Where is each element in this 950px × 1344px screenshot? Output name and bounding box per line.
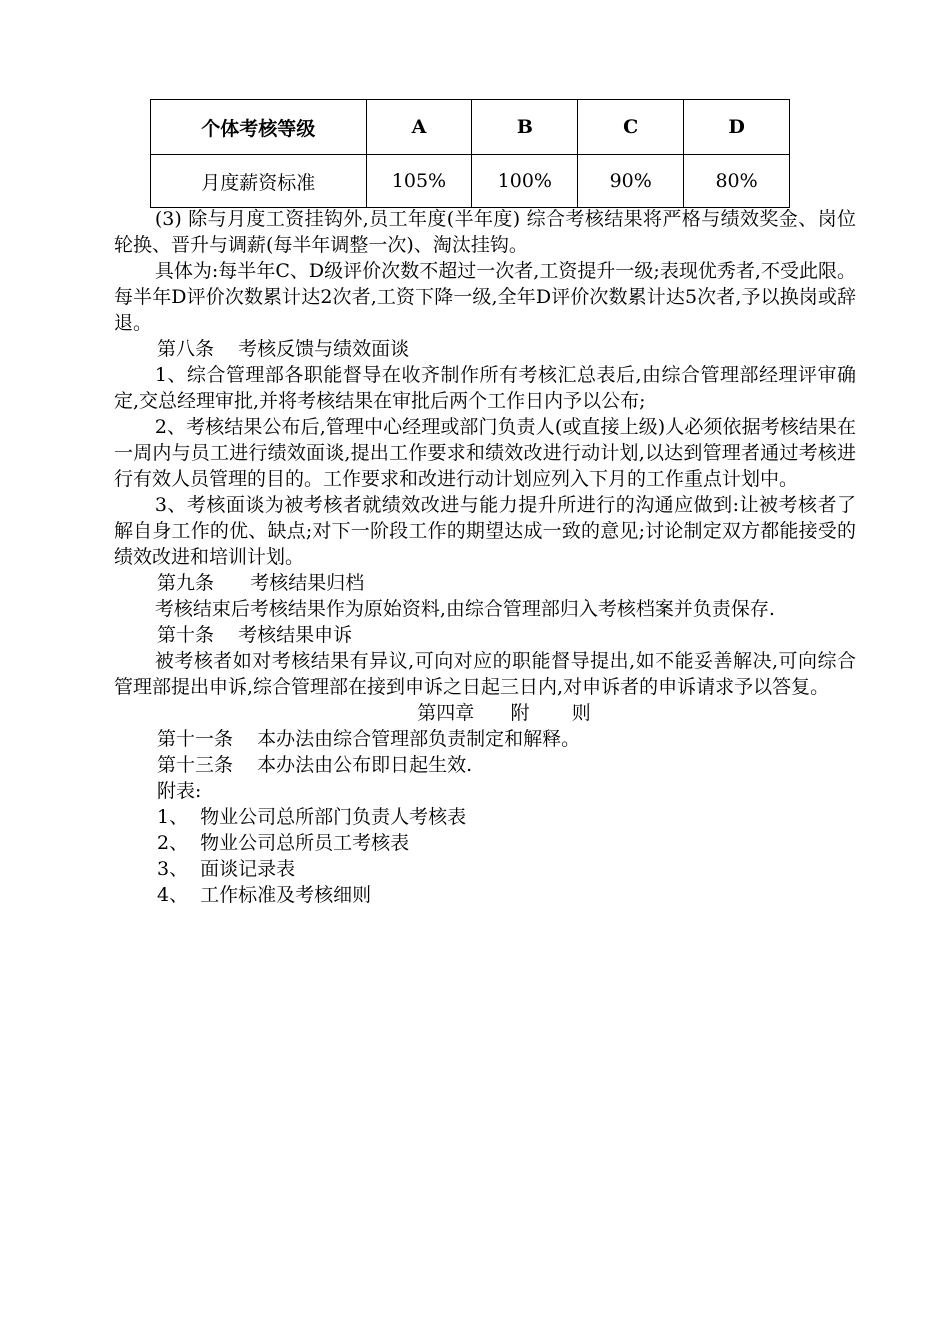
list-item: 3、 面谈记录表 [157,858,296,880]
article-line: 第十一条 本办法由综合管理部负责制定和解释。 [157,728,581,750]
table-cell: A [366,100,472,155]
table-cell: 100% [472,155,578,208]
paragraph: 1、综合管理部各职能督导在收齐制作所有考核汇总表后,由综合管理部经理评审确定,交总经理审批,并将考核结果在审批后两个工作日内予以公布; [114,364,856,412]
paragraph: 3、考核面谈为被考核者就绩效改进与能力提升所进行的沟通应做到:让被考核者了解自身工作的优、缺点;对下一阶段工作的期望达成一致的意见;讨论制定双方都能接受的绩效改进和培训计划。 [114,494,856,568]
document-body [114,206,856,908]
paragraph: (3) 除与月度工资挂钩外,员工年度(半年度) 综合考核结果将严格与绩效奖金、岗位轮换、晋升与调薪(每半年调整一次)、淘汰挂钩。 [114,208,856,256]
table-cell: B [472,100,578,155]
list-item: 4、 工作标准及考核细则 [157,884,372,906]
table-cell: 80% [684,155,790,208]
table-cell: D [684,100,790,155]
list-item: 1、 物业公司总所部门负责人考核表 [157,806,467,828]
article-line: 第十三条 本办法由公布即日起生效. [157,754,473,776]
paragraph: 具体为:每半年C、D级评价次数不超过一次者,工资提升一级;表现优秀者,不受此限。每半年D评价次数累计达2次者,工资下降一级,全年D评价次数累计达5次者,予以换岗或辞退。 [114,260,856,334]
table-cell: 105% [366,155,472,208]
article-heading: 第八条 考核反馈与绩效面谈 [157,338,410,360]
list-item: 2、 物业公司总所员工考核表 [157,832,410,854]
paragraph: 被考核者如对考核结果有异议,可向对应的职能督导提出,如不能妥善解决,可向综合管理部提出申诉,综合管理部在接到申诉之日起三日内,对申诉者的申诉请求予以答复。 [114,650,856,698]
grade-salary-table [150,99,790,208]
paragraph: 考核结束后考核结果作为原始资料,由综合管理部归入考核档案并负责保存. [154,598,775,620]
article-heading: 第九条 考核结果归档 [157,572,365,594]
table-cell: 月度薪资标准 [151,155,367,208]
article-heading: 第十条 考核结果申诉 [157,624,353,646]
table-cell: 90% [578,155,684,208]
table-header-row [151,100,790,155]
attachments-label: 附表: [157,780,202,802]
table-cell: 个体考核等级 [151,100,367,155]
table-row [151,155,790,208]
paragraph: 2、考核结果公布后,管理中心经理或部门负责人(或直接上级)人必须依据考核结果在一周内与员工进行绩效面谈,提出工作要求和绩效改进行动计划,以达到管理者通过考核进行有效人员管理的目的。工作要求和改进行动计划应列入下月的工作重点计划中。 [114,416,856,490]
table-cell: C [578,100,684,155]
chapter-heading: 第四章 附 则 [417,702,591,724]
